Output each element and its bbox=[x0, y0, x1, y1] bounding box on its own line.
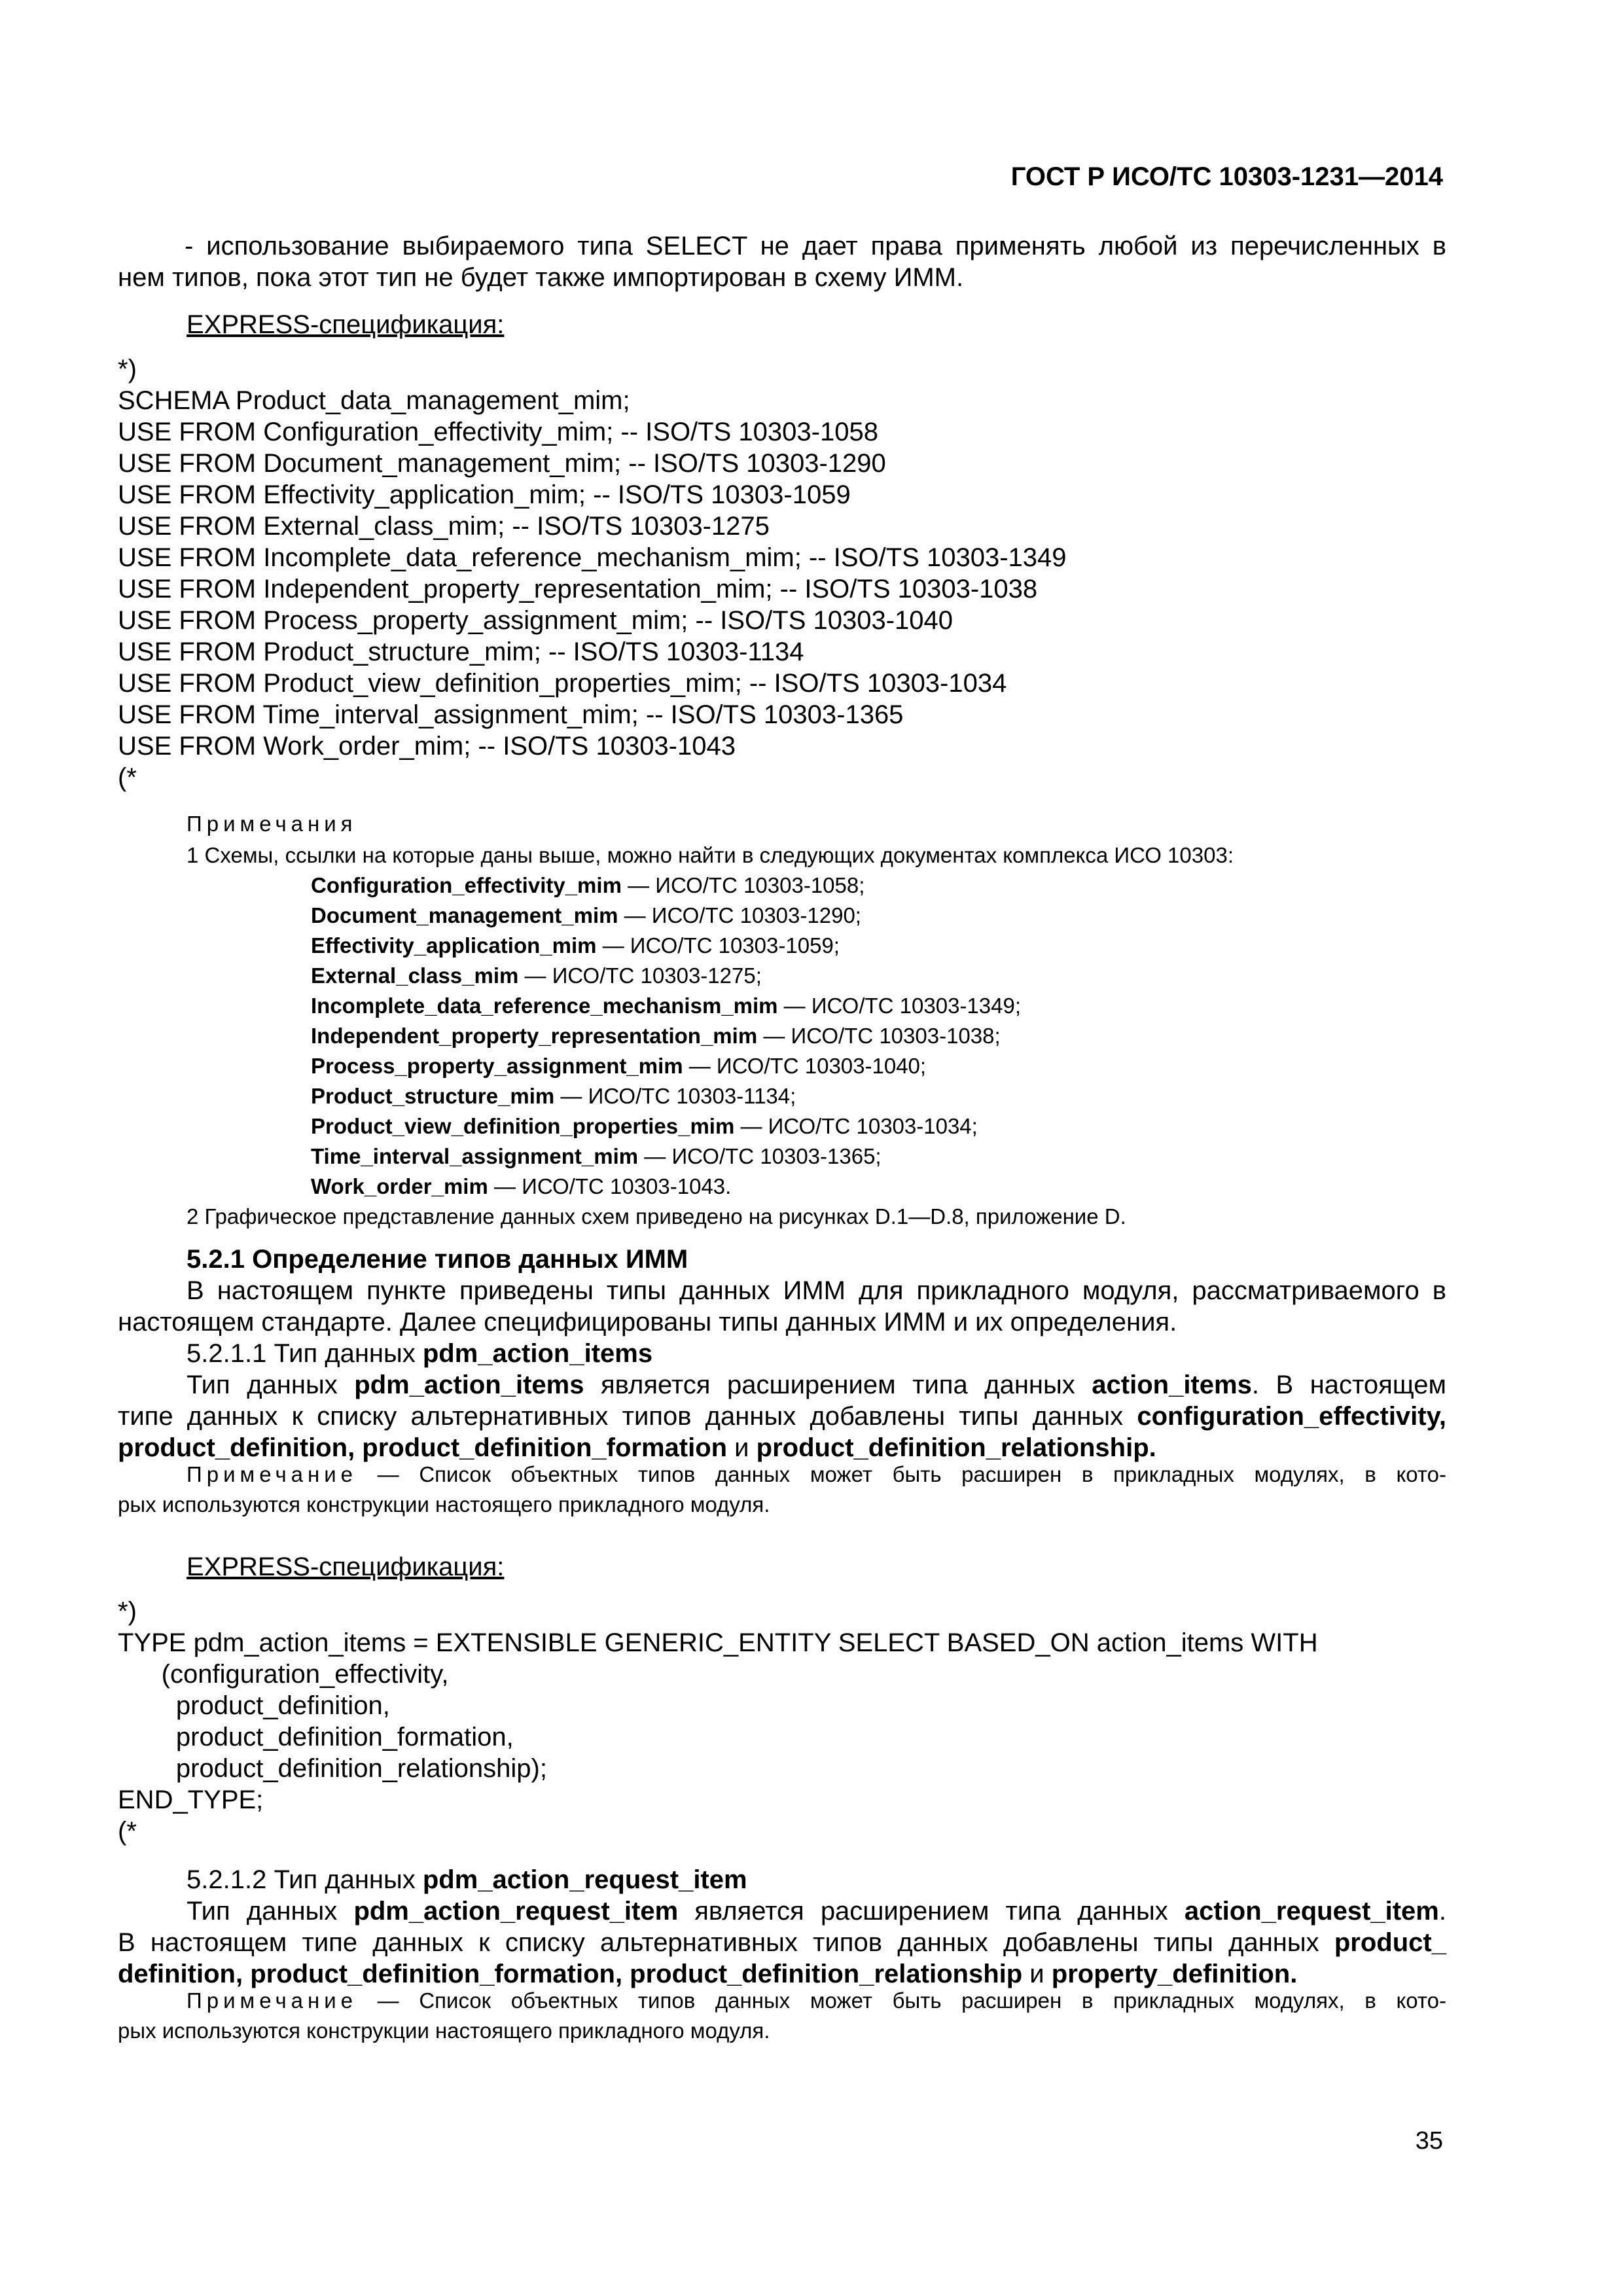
doc-reference: — ИСО/ТС 10303-1034; bbox=[734, 1114, 978, 1138]
type-code-line: TYPE pdm_action_items = EXTENSIBLE GENERIC_ENTITY SELECT BASED_ON action_items WITH bbox=[118, 1628, 1318, 1657]
schema-name: Work_order_mim bbox=[311, 1174, 488, 1198]
type-name: product_ bbox=[1334, 1928, 1446, 1957]
note-2: 2 Графическое представление данных схем приведено на рисунках D.1—D.8, приложение D. bbox=[187, 1204, 1126, 1229]
note-ref-item bbox=[311, 961, 1021, 991]
type-code-line: *) bbox=[118, 1597, 137, 1626]
schema-name: Product_structure_mim bbox=[311, 1084, 555, 1108]
schema-name: Independent_property_representation_mim bbox=[311, 1024, 758, 1048]
document-header: ГОСТ Р ИСО/ТС 10303-1231—2014 bbox=[1010, 162, 1443, 191]
page-number: 35 bbox=[1415, 2127, 1443, 2155]
note-ref-item bbox=[311, 1081, 1021, 1111]
doc-reference: — ИСО/ТС 10303-1043. bbox=[488, 1174, 732, 1198]
section-5211-heading-type: pdm_action_items bbox=[422, 1339, 653, 1368]
section-5211-line-3 bbox=[118, 1432, 1446, 1463]
doc-reference: — ИСО/ТС 10303-1365; bbox=[638, 1144, 882, 1168]
text-span: В настоящем типе данных к списку альтернативных типов данных добавлены типы данных bbox=[118, 1928, 1334, 1957]
schema-code-line: *) bbox=[118, 355, 137, 384]
text-span: является расширением типа данных bbox=[678, 1897, 1185, 1926]
type-code-line: product_definition, bbox=[118, 1691, 390, 1720]
schema-code-line: USE FROM External_class_mim; -- ISO/TS 10303-1275 bbox=[118, 512, 770, 541]
text-span: Тип данных bbox=[187, 1897, 354, 1926]
type-name: action_items bbox=[1092, 1371, 1252, 1399]
schema-name: Effectivity_application_mim bbox=[311, 933, 597, 958]
schema-name: Document_management_mim bbox=[311, 903, 618, 927]
schema-code-line: USE FROM Product_structure_mim; -- ISO/TS 10303-1134 bbox=[118, 637, 804, 666]
express-spec-label-1: EXPRESS-спецификация: bbox=[187, 310, 505, 339]
section-5212-line-1 bbox=[118, 1895, 1446, 1927]
schema-name: Time_interval_assignment_mim bbox=[311, 1144, 639, 1168]
type-name: pdm_action_request_item bbox=[353, 1897, 679, 1926]
note-text: — Список объектных типов данных может быть расширен в прикладных модулях, в кото- bbox=[357, 1462, 1446, 1486]
note-ref-item bbox=[311, 1051, 1021, 1081]
text-span: типе данных к списку альтернативных типов данных добавлены типы данных bbox=[118, 1402, 1137, 1431]
note-label: Примечание bbox=[187, 1462, 358, 1486]
notes-label: Примечания bbox=[187, 812, 357, 836]
section-5211-heading-prefix: 5.2.1.1 Тип данных bbox=[187, 1339, 423, 1368]
section-5212-note bbox=[118, 1986, 1446, 2046]
section-5211-heading bbox=[187, 1338, 652, 1369]
schema-code-line: USE FROM Document_management_mim; -- ISO/TS 10303-1290 bbox=[118, 449, 886, 478]
note-1-refs bbox=[311, 870, 1021, 1202]
type-code-block bbox=[118, 1596, 1318, 1847]
text-span: и bbox=[727, 1433, 757, 1462]
schema-code-line: USE FROM Configuration_effectivity_mim; -- ISO/TS 10303-1058 bbox=[118, 418, 878, 446]
note-ref-item bbox=[311, 1141, 1021, 1172]
doc-reference: — ИСО/ТС 10303-1040; bbox=[683, 1054, 927, 1078]
section-5212-paragraph bbox=[118, 1895, 1446, 1990]
section-5211-line-1 bbox=[118, 1369, 1446, 1401]
type-code-line: END_TYPE; bbox=[118, 1785, 264, 1814]
schema-code-line: SCHEMA Product_data_management_mim; bbox=[118, 386, 630, 415]
type-name: property_definition. bbox=[1051, 1960, 1298, 1988]
note-ref-item bbox=[311, 1021, 1021, 1051]
schema-name: Process_property_assignment_mim bbox=[311, 1054, 683, 1078]
intro-line-1: - использование выбираемого типа SELECT не дает права применять любой из перечисленных в bbox=[185, 232, 1446, 260]
note-line-2: рых используются конструкции настоящего прикладного модуля. bbox=[118, 2018, 770, 2043]
doc-reference: — ИСО/ТС 10303-1275; bbox=[518, 963, 762, 988]
section-5212-heading-prefix: 5.2.1.2 Тип данных bbox=[187, 1865, 423, 1894]
schema-code-line: USE FROM Time_interval_assignment_mim; -- ISO/TS 10303-1365 bbox=[118, 700, 904, 729]
intro-paragraph bbox=[118, 230, 1446, 293]
doc-reference: — ИСО/ТС 10303-1290; bbox=[618, 903, 861, 927]
doc-reference: — ИСО/ТС 10303-1134; bbox=[554, 1084, 796, 1108]
schema-name: External_class_mim bbox=[311, 963, 519, 988]
section-5211-line-2 bbox=[118, 1401, 1446, 1432]
note-ref-item bbox=[311, 931, 1021, 961]
section-521-paragraph bbox=[118, 1275, 1446, 1338]
section-5211-paragraph bbox=[118, 1369, 1446, 1463]
schema-code-line: USE FROM Process_property_assignment_mim; -- ISO/TS 10303-1040 bbox=[118, 606, 954, 635]
type-name: configuration_effectivity, bbox=[1137, 1402, 1446, 1431]
section-5212-heading bbox=[187, 1864, 747, 1895]
note-text: — Список объектных типов данных может быть расширен в прикладных модулях, в кото- bbox=[357, 1988, 1446, 2013]
type-name: product_definition_relationship. bbox=[756, 1433, 1156, 1462]
doc-reference: — ИСО/ТС 10303-1059; bbox=[596, 933, 840, 958]
note-ref-item bbox=[311, 1111, 1021, 1141]
type-name: definition, product_definition_formation, product_definition_relationship bbox=[118, 1960, 1023, 1988]
schema-code-block bbox=[118, 353, 1067, 793]
express-spec-label-2: EXPRESS-спецификация: bbox=[187, 1552, 505, 1581]
schema-code-line: USE FROM Effectivity_application_mim; -- ISO/TS 10303-1059 bbox=[118, 480, 851, 509]
section-5212-line-3 bbox=[118, 1958, 1446, 1990]
schema-code-line: USE FROM Work_order_mim; -- ISO/TS 10303-1043 bbox=[118, 732, 736, 761]
intro-line-2: нем типов, пока этот тип не будет также импортирован в схему ИММ. bbox=[118, 263, 964, 292]
schema-code-line: USE FROM Incomplete_data_reference_mechanism_mim; -- ISO/TS 10303-1349 bbox=[118, 543, 1067, 572]
text-span: и bbox=[1022, 1960, 1052, 1988]
note-line-2: рых используются конструкции настоящего прикладного модуля. bbox=[118, 1492, 770, 1516]
schema-code-line: (* bbox=[118, 763, 137, 792]
doc-reference: — ИСО/ТС 10303-1038; bbox=[757, 1024, 1001, 1048]
schema-code-line: USE FROM Product_view_definition_properties_mim; -- ISO/TS 10303-1034 bbox=[118, 669, 1007, 698]
text-span: . bbox=[1438, 1897, 1446, 1926]
note-line-1 bbox=[118, 1986, 1446, 2016]
type-code-line: product_definition_formation, bbox=[118, 1723, 514, 1751]
note-ref-item bbox=[311, 1172, 1021, 1202]
schema-name: Incomplete_data_reference_mechanism_mim bbox=[311, 994, 778, 1018]
section-5212-line-2 bbox=[118, 1927, 1446, 1958]
note-ref-item bbox=[311, 870, 1021, 901]
section-5211-note bbox=[118, 1460, 1446, 1520]
section-521-line-2: настоящем стандарте. Далее специфицированы типы данных ИММ и их определения. bbox=[118, 1308, 1177, 1336]
schema-code-line: USE FROM Independent_property_representation_mim; -- ISO/TS 10303-1038 bbox=[118, 575, 1038, 603]
text-span: Тип данных bbox=[187, 1371, 355, 1399]
schema-name: Product_view_definition_properties_mim bbox=[311, 1114, 735, 1138]
note-label: Примечание bbox=[187, 1988, 358, 2013]
note-line-1 bbox=[118, 1460, 1446, 1490]
type-code-line: (configuration_effectivity, bbox=[118, 1660, 449, 1689]
type-code-line: product_definition_relationship); bbox=[118, 1754, 547, 1783]
doc-reference: — ИСО/ТС 10303-1349; bbox=[777, 994, 1021, 1018]
type-name: action_request_item bbox=[1184, 1897, 1439, 1926]
schema-name: Configuration_effectivity_mim bbox=[311, 873, 622, 897]
section-521-line-1: В настоящем пункте приведены типы данных ИММ для прикладного модуля, рассматриваемого в bbox=[187, 1276, 1446, 1305]
section-5212-heading-type: pdm_action_request_item bbox=[422, 1865, 747, 1894]
text-span: . В настоящем bbox=[1251, 1371, 1446, 1399]
text-span: является расширением типа данных bbox=[584, 1371, 1092, 1399]
type-name: product_definition, product_definition_formation bbox=[118, 1433, 728, 1462]
note-ref-item bbox=[311, 901, 1021, 931]
type-code-line: (* bbox=[118, 1817, 137, 1846]
section-521-heading: 5.2.1 Определение типов данных ИММ bbox=[187, 1245, 688, 1274]
note-1: 1 Схемы, ссылки на которые даны выше, можно найти в следующих документах комплекса ИСО 10303: bbox=[187, 843, 1234, 867]
note-ref-item bbox=[311, 991, 1021, 1021]
type-name: pdm_action_items bbox=[354, 1371, 584, 1399]
doc-reference: — ИСО/ТС 10303-1058; bbox=[621, 873, 865, 897]
